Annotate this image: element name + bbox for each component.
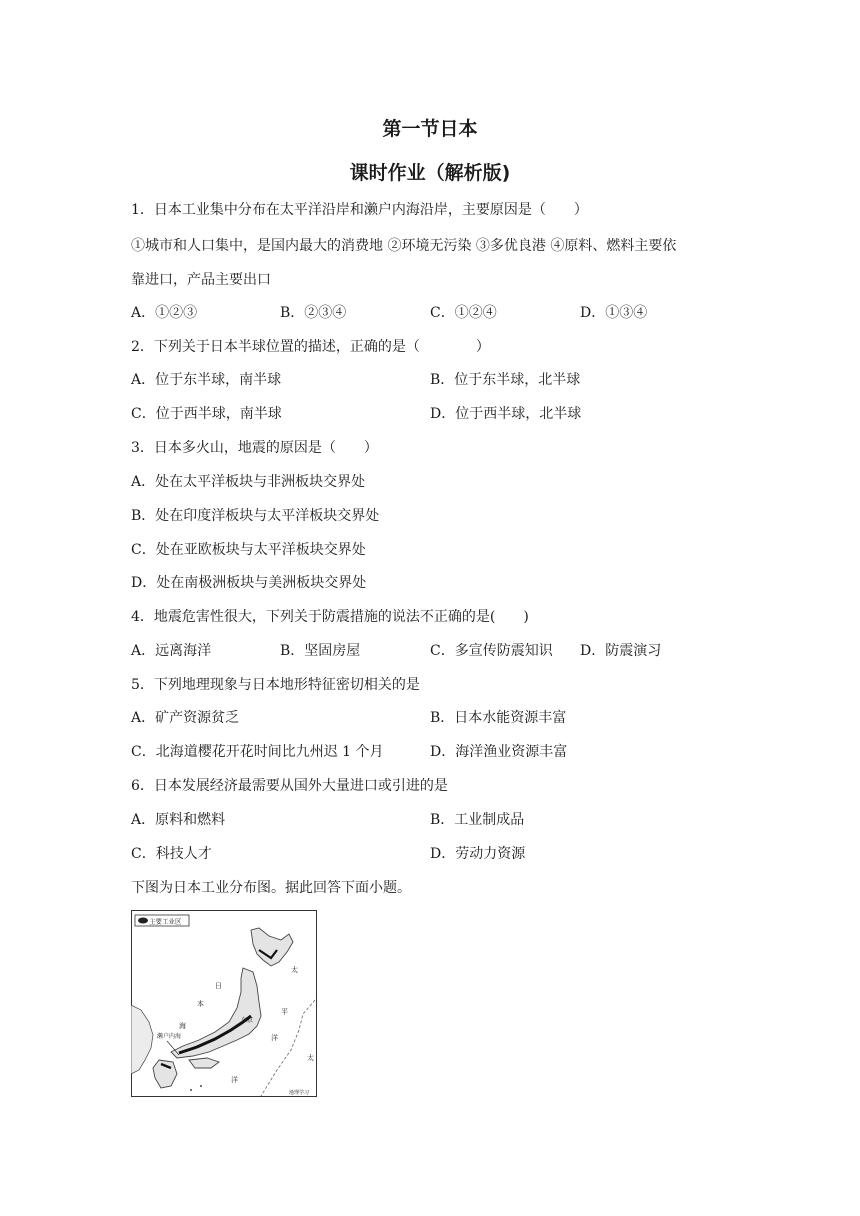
region-label: 东京 [241, 1017, 254, 1024]
q1-detail-line-1: ①城市和人口集中，是国内最大的消费地 ②环境无污染 ③多优良港 ④原料、燃料主要依 [131, 238, 677, 254]
pacific-char-1: 太 [291, 966, 298, 974]
q1-stem: 1．日本工业集中分布在太平洋沿岸和濑户内海沿岸，主要原因是（ ） [131, 202, 588, 218]
q4-option-d: D．防震演习 [580, 643, 662, 659]
q3-option-d: D．处在南极洲板块与美洲板块交界处 [131, 575, 367, 591]
q2-option-d: D．位于西半球，北半球 [430, 406, 582, 422]
page-subtitle: 课时作业（解析版) [349, 162, 511, 184]
q2-option-a: A．位于东半球，南半球 [131, 372, 282, 388]
q5-option-a: A．矿产资源贫乏 [131, 710, 240, 726]
q1-option-c: C．①②④ [430, 305, 497, 321]
q4-option-a: A．远离海洋 [131, 643, 212, 659]
pacific-char-3: 洋 [271, 1034, 278, 1042]
q1-option-a: A．①②③ [131, 305, 198, 321]
q3-option-c: C．处在亚欧板块与太平洋板块交界处 [131, 542, 366, 558]
q1-detail-line-2: 靠进口，产品主要出口 [131, 272, 271, 288]
q5-option-c: C．北海道樱花开花时间比九州迟 1 个月 [131, 744, 384, 760]
q3-option-b: B．处在印度洋板块与太平洋板块交界处 [131, 508, 380, 524]
q4-option-b: B．坚固房屋 [280, 643, 361, 659]
q6-option-c: C．科技人才 [131, 846, 212, 862]
q6-option-b: B．工业制成品 [430, 812, 525, 828]
q5-option-b: B．日本水能资源丰富 [430, 710, 567, 726]
q2-option-c: C．位于西半球，南半球 [131, 406, 282, 422]
q1-option-b: B．②③④ [280, 305, 347, 321]
q5-stem: 5．下列地理现象与日本地形特征密切相关的是 [131, 677, 420, 693]
q3-stem: 3．日本多火山，地震的原因是（ ） [131, 440, 378, 456]
q1-option-d: D．①③④ [580, 305, 648, 321]
page-title: 第一节日本 [382, 118, 478, 140]
legend-swatch [138, 918, 148, 924]
q3-option-a: A．处在太平洋板块与非洲板块交界处 [131, 474, 366, 490]
map-credit: 地理学习 [289, 1090, 310, 1096]
japan-sea-char-1: 日 [215, 982, 222, 990]
q6-stem: 6．日本发展经济最需要从国外大量进口或引进的是 [131, 778, 448, 794]
q2-stem: 2．下列关于日本半球位置的描述，正确的是（ ） [131, 339, 490, 355]
pacific-char-4: 太 [307, 1054, 314, 1062]
q6-option-d: D．劳动力资源 [430, 846, 526, 862]
inland-sea-label: 濑户内海 [157, 1033, 182, 1040]
map-intro: 下图为日本工业分布图。据此回答下面小题。 [131, 880, 411, 896]
q5-option-d: D．海洋渔业资源丰富 [430, 744, 568, 760]
q2-option-b: B．位于东半球，北半球 [430, 372, 581, 388]
q4-option-c: C．多宣传防震知识 [430, 643, 553, 659]
legend-label: 主要工业区 [149, 917, 182, 926]
q6-option-a: A．原料和燃料 [131, 812, 226, 828]
japan-industry-map [131, 910, 317, 1097]
q4-stem: 4．地震危害性很大，下列关于防震措施的说法不正确的是( ) [131, 609, 529, 625]
japan-sea-char-2: 本 [197, 1000, 204, 1008]
pacific-char-5: 洋 [231, 1076, 238, 1084]
pacific-char-2: 平 [281, 1008, 288, 1016]
japan-sea-char-3: 海 [179, 1022, 186, 1030]
